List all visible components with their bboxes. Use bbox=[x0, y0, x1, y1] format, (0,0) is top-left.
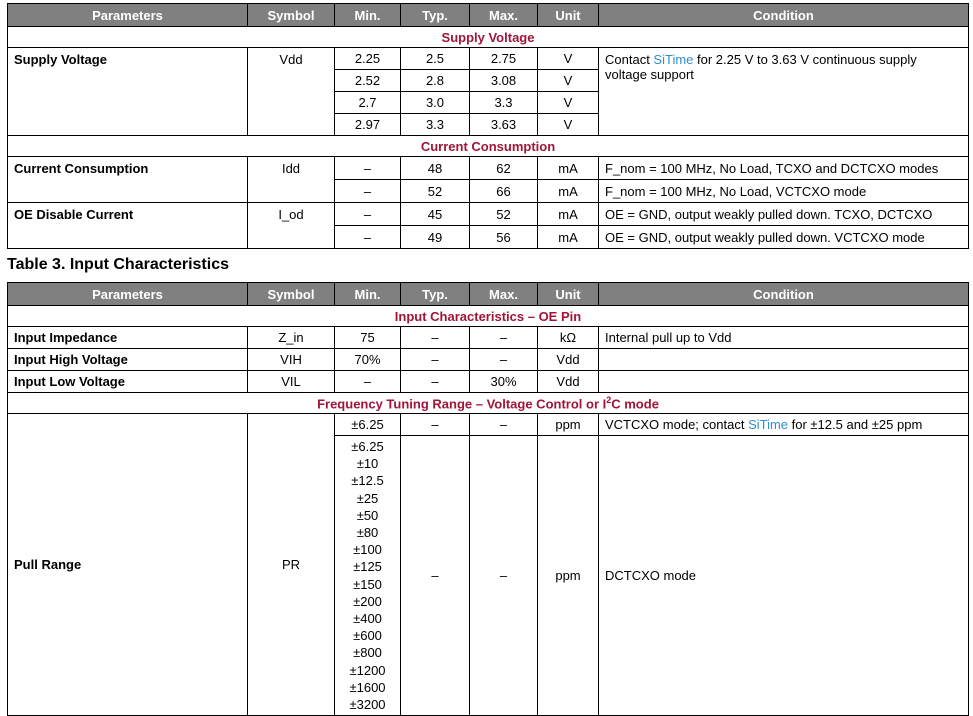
cell-unit: mA bbox=[538, 180, 599, 203]
param-supply-voltage: Supply Voltage bbox=[8, 48, 248, 136]
table-row bbox=[8, 157, 969, 180]
cell-min: 2.52 bbox=[335, 70, 401, 92]
pull-range-value: ±600 bbox=[353, 628, 382, 644]
pull-range-value: ±1200 bbox=[349, 662, 386, 678]
header-symbol: Symbol bbox=[248, 283, 335, 306]
cell-min: – bbox=[335, 157, 401, 180]
supply-current-table bbox=[7, 3, 969, 249]
pull-range-value: ±1600 bbox=[349, 679, 386, 695]
cell-min: 70% bbox=[335, 349, 401, 371]
cell-condition bbox=[599, 414, 969, 436]
cell-condition: F_nom = 100 MHz, No Load, VCTCXO mode bbox=[599, 180, 969, 203]
cell-max: 56 bbox=[470, 226, 538, 249]
section-text: Frequency Tuning Range – Voltage Control or I bbox=[317, 396, 607, 412]
pull-range-value: ±125 bbox=[353, 559, 382, 575]
symbol-vdd: Vdd bbox=[248, 48, 335, 136]
table-row bbox=[8, 371, 969, 393]
cell-condition bbox=[599, 349, 969, 371]
param-oe-disable-current: OE Disable Current bbox=[8, 203, 248, 249]
pull-range-value: ±150 bbox=[353, 576, 382, 592]
cell-unit: ppm bbox=[538, 414, 599, 436]
cell-condition: F_nom = 100 MHz, No Load, TCXO and DCTCXO modes bbox=[599, 157, 969, 180]
header-parameters: Parameters bbox=[8, 283, 248, 306]
pull-range-value: ±12.5 bbox=[351, 473, 384, 489]
cell-typ: 3.0 bbox=[401, 92, 470, 114]
cell-unit: V bbox=[538, 92, 599, 114]
section-superscript: 2 bbox=[606, 394, 612, 405]
cell-min: 2.97 bbox=[335, 114, 401, 136]
cell-max: 30% bbox=[470, 371, 538, 393]
cell-min: – bbox=[335, 180, 401, 203]
pull-range-value: ±400 bbox=[353, 611, 382, 627]
cell-typ: – bbox=[401, 414, 470, 436]
cell-max: 3.08 bbox=[470, 70, 538, 92]
input-characteristics-table bbox=[7, 282, 969, 716]
cell-typ: 2.5 bbox=[401, 48, 470, 70]
header-symbol: Symbol bbox=[248, 4, 335, 27]
cell-unit: mA bbox=[538, 157, 599, 180]
header-typ: Typ. bbox=[401, 283, 470, 306]
cell-max: 3.3 bbox=[470, 92, 538, 114]
cell-typ: 52 bbox=[401, 180, 470, 203]
cell-typ: – bbox=[401, 349, 470, 371]
table-row bbox=[8, 414, 969, 436]
pull-range-value: ±50 bbox=[356, 507, 379, 523]
table-row bbox=[8, 349, 969, 371]
cond-text: Contact bbox=[605, 52, 654, 67]
cell-unit: V bbox=[538, 70, 599, 92]
pull-range-value: ±200 bbox=[353, 593, 382, 609]
cell-unit: mA bbox=[538, 203, 599, 226]
pull-range-value: ±800 bbox=[353, 645, 382, 661]
symbol-iod: I_od bbox=[248, 203, 335, 249]
cell-symbol: VIL bbox=[248, 371, 335, 393]
header-min: Min. bbox=[335, 4, 401, 27]
cell-typ: – bbox=[401, 327, 470, 349]
cell-symbol: Z_in bbox=[248, 327, 335, 349]
pull-range-values bbox=[335, 436, 401, 716]
cell-unit: mA bbox=[538, 226, 599, 249]
cell-condition: OE = GND, output weakly pulled down. VCTCXO mode bbox=[599, 226, 969, 249]
param-input-high-voltage: Input High Voltage bbox=[8, 349, 248, 371]
cell-max: 62 bbox=[470, 157, 538, 180]
section-input-characteristics: Input Characteristics – OE Pin bbox=[8, 306, 969, 327]
header-min: Min. bbox=[335, 283, 401, 306]
section-row bbox=[8, 306, 969, 327]
cell-typ: – bbox=[401, 436, 470, 716]
cell-max: 3.63 bbox=[470, 114, 538, 136]
cell-condition: OE = GND, output weakly pulled down. TCXO, DCTCXO bbox=[599, 203, 969, 226]
table-title: Table 3. Input Characteristics bbox=[7, 256, 229, 273]
header-parameters: Parameters bbox=[8, 4, 248, 27]
header-max: Max. bbox=[470, 4, 538, 27]
cell-typ: 45 bbox=[401, 203, 470, 226]
table-row bbox=[8, 327, 969, 349]
section-current-consumption: Current Consumption bbox=[8, 136, 969, 157]
cell-unit: Vdd bbox=[538, 371, 599, 393]
cell-unit: ppm bbox=[538, 436, 599, 716]
cell-typ: 2.8 bbox=[401, 70, 470, 92]
cell-min: ±6.25 bbox=[335, 414, 401, 436]
param-input-low-voltage: Input Low Voltage bbox=[8, 371, 248, 393]
cell-max: – bbox=[470, 414, 538, 436]
symbol-idd: Idd bbox=[248, 157, 335, 203]
header-unit: Unit bbox=[538, 4, 599, 27]
section-row bbox=[8, 136, 969, 157]
table-row bbox=[8, 203, 969, 226]
cell-min: 75 bbox=[335, 327, 401, 349]
cell-unit: V bbox=[538, 48, 599, 70]
cell-typ: 3.3 bbox=[401, 114, 470, 136]
cell-typ: 48 bbox=[401, 157, 470, 180]
cond-text: VCTCXO mode; contact bbox=[605, 417, 749, 432]
cell-unit: kΩ bbox=[538, 327, 599, 349]
cell-typ: – bbox=[401, 371, 470, 393]
cond-text: for 2.25 V to 3.63 V continuous supply voltage support bbox=[605, 52, 917, 82]
cond-text: for ±12.5 and ±25 ppm bbox=[788, 417, 923, 432]
header-condition: Condition bbox=[599, 4, 969, 27]
pull-range-value: ±3200 bbox=[349, 697, 386, 713]
table-header-row bbox=[8, 4, 969, 27]
sitime-link[interactable]: SiTime bbox=[748, 417, 789, 432]
table-header-row bbox=[8, 283, 969, 306]
header-condition: Condition bbox=[599, 283, 969, 306]
cell-condition bbox=[599, 371, 969, 393]
pull-range-value: ±6.25 bbox=[351, 439, 384, 454]
cell-min: – bbox=[335, 226, 401, 249]
pull-range-value: ±10 bbox=[356, 456, 379, 472]
param-current-consumption: Current Consumption bbox=[8, 157, 248, 203]
pull-range-value: ±80 bbox=[356, 525, 379, 541]
cell-unit: V bbox=[538, 114, 599, 136]
cell-min: – bbox=[335, 371, 401, 393]
header-max: Max. bbox=[470, 283, 538, 306]
cell-max: – bbox=[470, 349, 538, 371]
cell-symbol: VIH bbox=[248, 349, 335, 371]
cell-max: – bbox=[470, 327, 538, 349]
sitime-link[interactable]: SiTime bbox=[653, 52, 694, 67]
table-row bbox=[8, 48, 969, 70]
cell-condition: Internal pull up to Vdd bbox=[599, 327, 969, 349]
section-supply-voltage: Supply Voltage bbox=[8, 27, 969, 48]
symbol-pr: PR bbox=[248, 414, 335, 716]
section-row bbox=[8, 27, 969, 48]
supply-condition bbox=[599, 48, 969, 136]
cell-unit: Vdd bbox=[538, 349, 599, 371]
section-row bbox=[8, 393, 969, 414]
pull-range-value: ±25 bbox=[356, 490, 379, 506]
cell-condition: DCTCXO mode bbox=[599, 436, 969, 716]
cell-typ: 49 bbox=[401, 226, 470, 249]
cell-min: – bbox=[335, 203, 401, 226]
param-pull-range: Pull Range bbox=[8, 414, 248, 716]
cell-max: 2.75 bbox=[470, 48, 538, 70]
pull-range-value: ±100 bbox=[353, 542, 382, 558]
header-typ: Typ. bbox=[401, 4, 470, 27]
param-input-impedance: Input Impedance bbox=[8, 327, 248, 349]
section-text: C mode bbox=[611, 396, 659, 412]
section-frequency-tuning bbox=[8, 393, 969, 414]
cell-max: 66 bbox=[470, 180, 538, 203]
header-unit: Unit bbox=[538, 283, 599, 306]
cell-min: 2.7 bbox=[335, 92, 401, 114]
cell-max: 52 bbox=[470, 203, 538, 226]
cell-max: – bbox=[470, 436, 538, 716]
cell-min: 2.25 bbox=[335, 48, 401, 70]
